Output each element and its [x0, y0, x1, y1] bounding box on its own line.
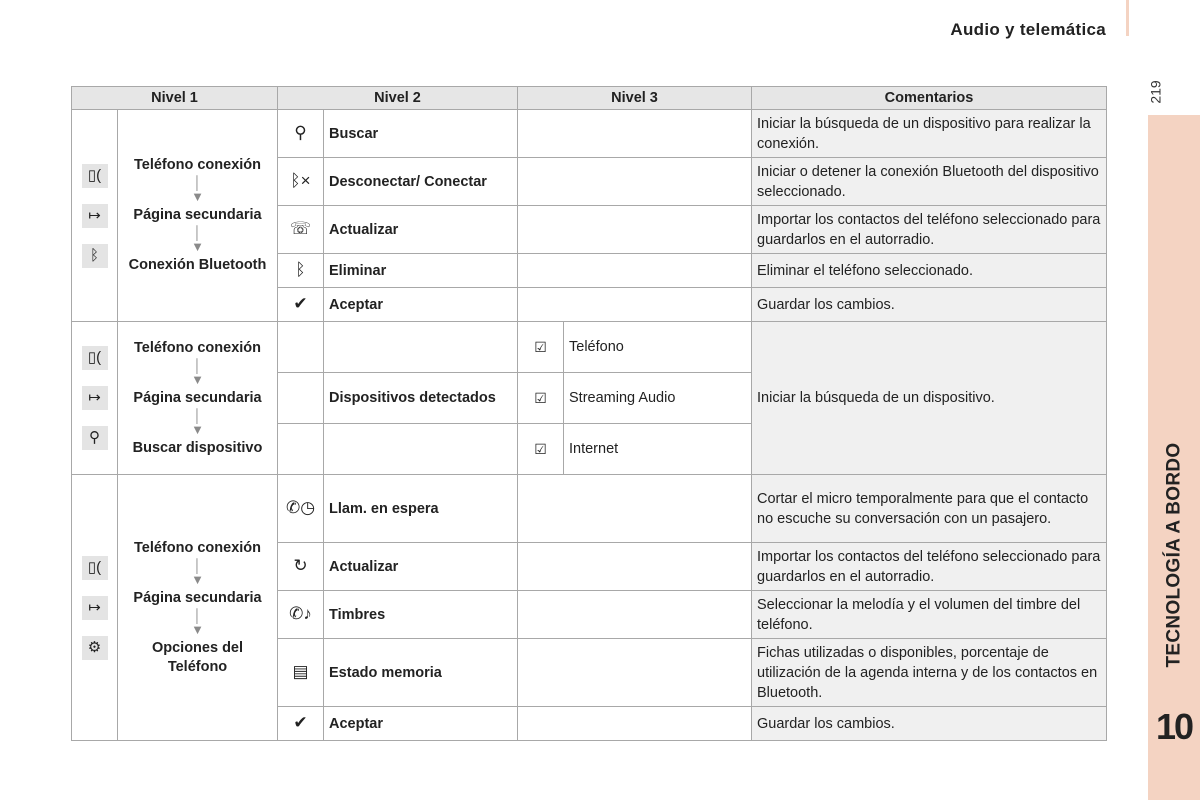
level2-icon-cell: [278, 254, 324, 288]
secondary-page-icon: ↦: [82, 386, 108, 410]
arrow-down-icon: │ ▼: [191, 557, 204, 587]
comment-cell: Guardar los cambios.: [752, 288, 1107, 322]
header-comentarios: Comentarios: [752, 87, 1107, 110]
arrow-down-icon: │ ▼: [191, 357, 204, 387]
level3-label[interactable]: Internet: [564, 424, 752, 475]
page-number: 219: [1147, 80, 1164, 104]
level2-label: Timbres: [324, 591, 518, 639]
checkbox-icon[interactable]: ☑: [534, 338, 547, 355]
level2-icon-cell: [278, 206, 324, 254]
checkbox-icon[interactable]: ☑: [534, 440, 547, 457]
arrow-down-icon: │ ▼: [191, 607, 204, 637]
chapter-title: TECNOLOGÍA A BORDO: [1163, 442, 1185, 668]
contacts-update-icon: ☏: [289, 219, 312, 238]
level2-label: Aceptar: [324, 288, 518, 322]
comment-cell: Fichas utilizadas o disponibles, porcentaje de utilización de la agenda interna y de los contactos en Bluetooth.: [752, 639, 1107, 707]
secondary-page-icon: ↦: [82, 204, 108, 228]
check-icon: ✔: [293, 713, 308, 732]
level3-cell: [518, 707, 752, 741]
level2-label: Actualizar: [324, 543, 518, 591]
table-row: [72, 110, 1107, 158]
level3-cell: [518, 254, 752, 288]
level2-icon-cell: [278, 543, 324, 591]
level2-icon-cell: [278, 707, 324, 741]
level1-item: Teléfono conexión: [133, 539, 262, 556]
section-title: Audio y telemática: [950, 20, 1106, 39]
secondary-page-icon: ↦: [82, 596, 108, 620]
level1-item: Página secundaria: [133, 207, 262, 223]
level1-item: Conexión Bluetooth: [128, 257, 267, 273]
level2-label: Dispositivos detectados: [324, 373, 518, 424]
level2-label: Aceptar: [324, 707, 518, 741]
level1-path-cell: [118, 322, 278, 475]
level2-empty: [324, 424, 518, 475]
level2-icon-cell: [278, 475, 324, 543]
search-device-icon: ⚲: [294, 123, 307, 142]
level2-label: Estado memoria: [324, 639, 518, 707]
comment-cell: Iniciar la búsqueda de un dispositivo para realizar la conexión.: [752, 110, 1107, 158]
bluetooth-delete-icon: ᛒ: [295, 260, 306, 279]
phone-options-icon: ⚙: [82, 636, 108, 660]
checkbox-icon[interactable]: ☑: [534, 389, 547, 406]
call-hold-icon: ✆◷: [285, 498, 316, 517]
level2-icon-cell: [278, 639, 324, 707]
level2-icon-cell: [278, 158, 324, 206]
level2-empty: [324, 322, 518, 373]
header-nivel-3: Nivel 3: [518, 87, 752, 110]
level3-cell: [518, 110, 752, 158]
table-header-row: [72, 87, 1107, 110]
check-icon: ✔: [293, 294, 308, 313]
table-row: [72, 322, 1107, 373]
level1-path-cell: [118, 110, 278, 322]
level1-icons-cell: [72, 110, 118, 322]
arrow-down-icon: │ ▼: [191, 175, 204, 204]
comment-cell: Importar los contactos del teléfono seleccionado para guardarlos en el autorradio.: [752, 206, 1107, 254]
comment-cell: Iniciar o detener la conexión Bluetooth del dispositivo seleccionado.: [752, 158, 1107, 206]
level1-item: Buscar dispositivo: [132, 439, 263, 456]
level1-icons-cell: [72, 322, 118, 475]
header-nivel-1: Nivel 1: [72, 87, 278, 110]
chapter-number: 10: [1155, 706, 1193, 747]
level3-cell: [518, 543, 752, 591]
level1-path-cell: [118, 475, 278, 741]
level1-item: Teléfono conexión: [133, 339, 262, 356]
level3-icon-cell: [518, 322, 564, 373]
refresh-icon: ↻: [293, 556, 308, 575]
level1-item: Opciones del Teléfono: [151, 639, 244, 675]
level2-label: Eliminar: [324, 254, 518, 288]
level3-cell: [518, 288, 752, 322]
search-device-icon: ⚲: [82, 426, 108, 450]
level3-label[interactable]: Teléfono: [564, 322, 752, 373]
bluetooth-icon: ᛒ: [82, 244, 108, 268]
level3-label[interactable]: Streaming Audio: [564, 373, 752, 424]
level2-label: Buscar: [324, 110, 518, 158]
arrow-down-icon: │ ▼: [191, 407, 204, 437]
level3-icon-cell: [518, 373, 564, 424]
level2-icon-cell: [278, 424, 324, 475]
level2-label: Actualizar: [324, 206, 518, 254]
level1-icons-cell: [72, 475, 118, 741]
bluetooth-disconnect-icon: ᛒ×: [290, 171, 311, 190]
phone-connection-icon: ▯(: [82, 164, 108, 188]
level2-icon-cell: [278, 373, 324, 424]
phone-connection-icon: ▯(: [82, 346, 108, 370]
level3-cell: [518, 158, 752, 206]
level3-cell: [518, 639, 752, 707]
comment-cell: Guardar los cambios.: [752, 707, 1107, 741]
comment-cell: Cortar el micro temporalmente para que el contacto no escuche su conversación con un pasajero.: [752, 475, 1107, 543]
memory-status-icon: ▤: [292, 662, 309, 681]
level2-icon-cell: [278, 110, 324, 158]
top-divider: [1126, 0, 1129, 36]
comment-cell: Eliminar el teléfono seleccionado.: [752, 254, 1107, 288]
level1-item: Teléfono conexión: [133, 157, 262, 173]
level2-icon-cell: [278, 288, 324, 322]
level3-cell: [518, 591, 752, 639]
comment-cell: Iniciar la búsqueda de un dispositivo.: [752, 322, 1107, 475]
header-nivel-2: Nivel 2: [278, 87, 518, 110]
level1-item: Página secundaria: [133, 389, 262, 406]
comment-cell: Seleccionar la melodía y el volumen del timbre del teléfono.: [752, 591, 1107, 639]
arrow-down-icon: │ ▼: [191, 225, 204, 254]
level3-cell: [518, 206, 752, 254]
level3-icon-cell: [518, 424, 564, 475]
level2-label: Desconectar/ Conectar: [324, 158, 518, 206]
level1-item: Página secundaria: [133, 589, 262, 606]
table-row: [72, 475, 1107, 543]
level2-icon-cell: [278, 591, 324, 639]
ringtone-icon: ✆♪: [289, 604, 312, 623]
phone-connection-icon: ▯(: [82, 556, 108, 580]
menu-table: [71, 86, 1107, 741]
level2-icon-cell: [278, 322, 324, 373]
comment-cell: Importar los contactos del teléfono seleccionado para guardarlos en el autorradio.: [752, 543, 1107, 591]
level3-cell: [518, 475, 752, 543]
level2-label: Llam. en espera: [324, 475, 518, 543]
